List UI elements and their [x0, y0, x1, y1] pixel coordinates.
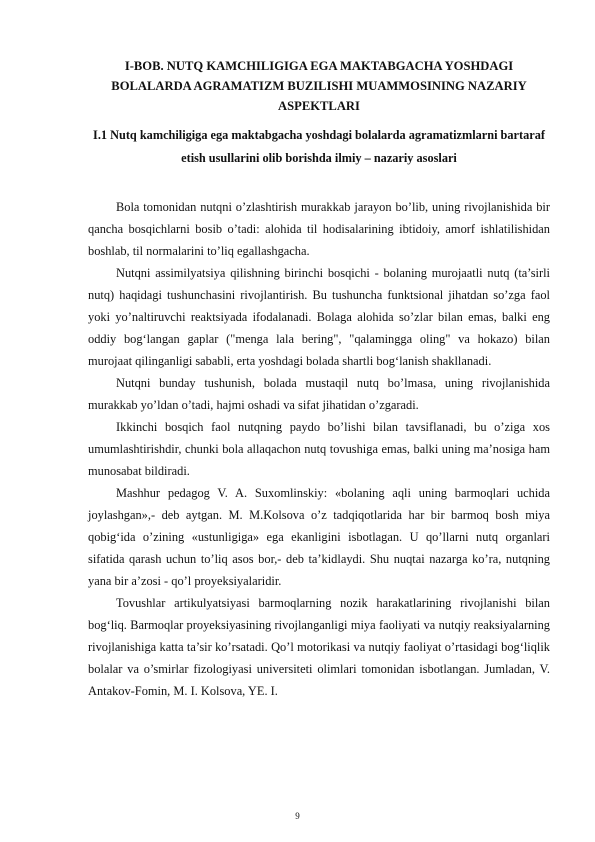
paragraph: Nutqni bunday tushunish, bolada mustaqil nutq bo’lmasa, uning rivojlanishida murakkab yo’ldan o’tadi, hajmi oshadi va sifat jihatidan o’zgaradi.: [88, 376, 550, 412]
paragraph: Mashhur pedagog V. A. Suxomlinskiy: «bolaning aqli uning barmoqlari uchida joylashgan»,- deb aytgan. M. M.Kolsova o’z tadqiqotlarida har bir barmoq bosh miya qobig‘ida o’zining «ustunligiga» ega ekanligini isbotlagan. U qo’llarni nutq organlari sifatida qarash uchun to’liq asos bor,- deb ta’kidlaydi. Shu nuqtai nazarga ko’ra, nutqning yana bir a’zosi - qo’l proyeksiyalaridir.: [88, 486, 550, 588]
paragraph: Tovushlar artikulyatsiyasi barmoqlarning nozik harakatlarining rivojlanishi bilan bog‘liq. Barmoqlar proyeksiyasining rivojlanganligi miya faoliyati va nutqiy reaksiyalarning rivojlanishiga katta ta’sir ko’rsatadi. Qo’l motorikasi va nutqiy faoliyat o’rtasidagi bog‘liqlik bolalar va o’smirlar fizologiyasi universiteti olimlari tomonidan isbotlangan. Jumladan, V. Antakov-Fomin, M. I. Kolsova, YE. I.: [88, 596, 550, 698]
chapter-title: I-BOB. NUTQ KAMCHILIGIGA EGA MAKTABGACHA YOSHDAGI BOLALARDA AGRAMATIZM BUZILISHI MUAMMOSINING NAZARIY ASPEKTLARI: [111, 59, 527, 113]
page-number: 9: [295, 811, 300, 821]
paragraph: Nutqni assimilyatsiya qilishning birinchi bosqichi - bolaning murojaatli nutq (ta’sirli nutq) haqidagi tushunchasini rivojlantirish. Bu tushuncha funktsional jihatdan so’zga faol yoki yo’naltiruvchi reaktsiyada ifodalanadi. Bolaga alohida so’zlar bilan emas, balki eng oddiy bog‘langan gaplar ("menga lala bering", "qalamingga oling" va hokazo) bilan murojaat qilinganligi sababli, erta yoshdagi bolada shartli bog‘lanish shakllanadi.: [88, 266, 550, 368]
body-text: [88, 196, 550, 702]
section-title: I.1 Nutq kamchiligiga ega maktabgacha yoshdagi bolalarda agramatizmlarni bartaraf etish usullarini olib borishda ilmiy – nazariy asoslari: [93, 128, 545, 165]
paragraph: Bola tomonidan nutqni o’zlashtirish murakkab jarayon bo’lib, uning rivojlanishida bir qancha bosqichlarni bosib o’tadi: alohida til hodisalarining ibtidoiy, amorf ishlatilishidan boshlab, til normalarini to’liq egallashgacha.: [88, 200, 550, 258]
paragraph: Ikkinchi bosqich faol nutqning paydo bo’lishi bilan tavsiflanadi, bu o’ziga xos umumlashtirishdir, chunki bola allaqachon nutq tovushiga emas, balki uning ma’nosiga ham munosabat bildiradi.: [88, 420, 550, 478]
